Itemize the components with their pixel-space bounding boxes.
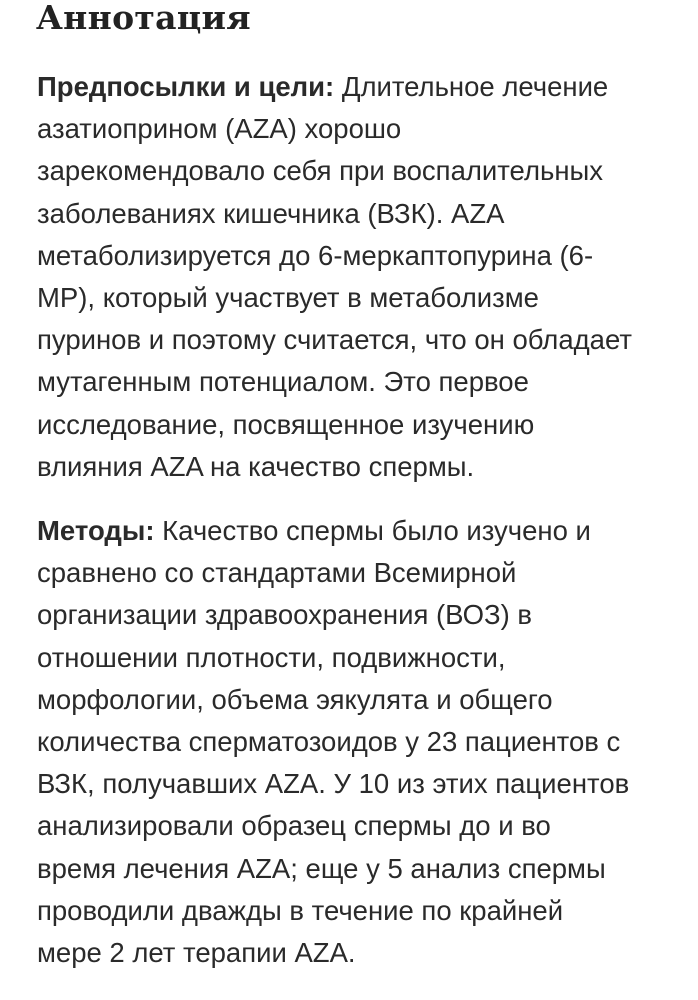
paragraph-text: Длительное лечение <box>334 71 609 102</box>
paragraph-line: исследование, посвященное изучению <box>37 408 535 440</box>
paragraph-line <box>37 66 632 108</box>
paragraph-line: мере 2 лет терапии AZA. <box>37 937 356 969</box>
background-paragraph <box>37 66 632 488</box>
paragraph-line: проводили дважды в течение по крайней <box>37 894 564 926</box>
paragraph-line <box>37 510 629 552</box>
paragraph-line: мутагенным потенциалом. Это первое <box>37 366 529 398</box>
paragraph-line: анализировали образец спермы до и во <box>37 810 551 842</box>
paragraph-line: время лечения AZA; еще у 5 анализ спермы <box>37 852 606 884</box>
paragraph-line: ВЗК, получавших AZA. У 10 из этих пациентов <box>37 768 630 800</box>
abstract-heading: Аннотация <box>36 0 251 37</box>
paragraph-line: отношении плотности, подвижности, <box>37 641 506 673</box>
paragraph-line: организации здравоохранения (ВОЗ) в <box>37 599 532 631</box>
paragraph-line: азатиоприном (AZA) хорошо <box>37 113 402 145</box>
paragraph-line: MP), который участвует в метаболизме <box>37 282 539 314</box>
section-label: Методы: <box>37 515 155 546</box>
paragraph-text: Качество спермы было изучено и <box>154 515 591 546</box>
section-label: Предпосылки и цели: <box>37 71 335 102</box>
paragraph-line: сравнено со стандартами Всемирной <box>37 557 517 589</box>
paragraph-line: зарекомендовало себя при воспалительных <box>37 155 604 187</box>
paragraph-line: метаболизируется до 6-меркаптопурина (6- <box>37 239 594 271</box>
paragraph-line: заболеваниях кишечника (ВЗК). AZA <box>37 197 505 229</box>
paragraph-line: количества сперматозоидов у 23 пациентов с <box>37 726 621 758</box>
paragraph-line: влияния AZA на качество спермы. <box>37 450 475 482</box>
paragraph-line: пуринов и поэтому считается, что он обладает <box>37 324 632 356</box>
paragraph-line: морфологии, объема эякулята и общего <box>37 683 553 715</box>
methods-paragraph <box>37 510 629 974</box>
